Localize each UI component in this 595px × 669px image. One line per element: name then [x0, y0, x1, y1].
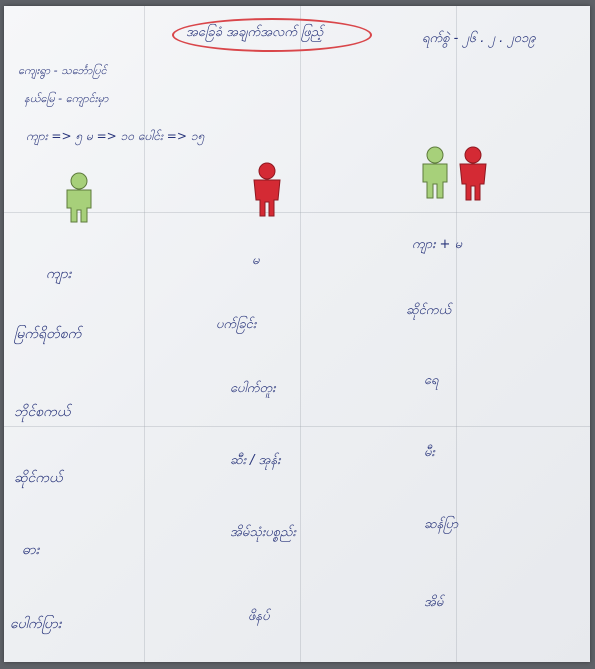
poster-paper — [4, 6, 590, 662]
list-item: ရေ — [424, 373, 439, 388]
female-figure-icon — [456, 146, 490, 202]
list-item: အိမ် — [424, 595, 444, 610]
list-item: ဖိနပ် — [248, 609, 270, 624]
list-item: ပေါက်ပြား — [10, 616, 62, 632]
list-item: မြက်ရိတ်စက် — [14, 326, 82, 342]
male-figure-icon — [62, 172, 96, 224]
column-header-female: မ — [252, 253, 260, 268]
paper-fold — [144, 6, 145, 662]
list-item: အိမ်သုံးပစ္စည်း — [230, 525, 296, 540]
male-figure-icon — [418, 146, 452, 202]
poster-date: ရက်စွဲ - ၂၆ . ၂ . ၂၀၁၉ — [422, 31, 536, 46]
paper-fold — [456, 6, 457, 662]
paper-fold — [4, 426, 590, 427]
list-item: မီး — [424, 445, 435, 460]
list-item: ဘိုင်စကယ် — [14, 404, 71, 420]
list-item: ဆန်ပြာ — [424, 517, 459, 532]
gender-counts: ကျား => ၅ မ => ၁၀ ပေါင်း => ၁၅ — [26, 129, 205, 143]
list-item: ပေါက်တူး — [230, 381, 276, 396]
list-item: ဆိုင်ကယ် — [406, 303, 452, 318]
area-label: နယ်မြေ - ကျောင်းမှာ — [24, 92, 109, 105]
list-item: ဆိုင်ကယ် — [14, 470, 63, 486]
female-figure-icon — [250, 162, 284, 218]
village-label: ကျေးရွာ - သင်္ဘောပြင် — [18, 64, 107, 77]
poster-title: အခြေခံ အချက်အလက် ဖြည့် — [186, 25, 324, 40]
list-item: ဓား — [22, 542, 40, 558]
column-header-male: ကျား — [46, 266, 72, 282]
list-item: ဆီး / အုန်း — [230, 453, 281, 468]
paper-fold — [300, 6, 301, 662]
list-item: ပက်ခြင်း — [216, 317, 257, 332]
column-header-both: ကျား + မ — [412, 237, 463, 252]
